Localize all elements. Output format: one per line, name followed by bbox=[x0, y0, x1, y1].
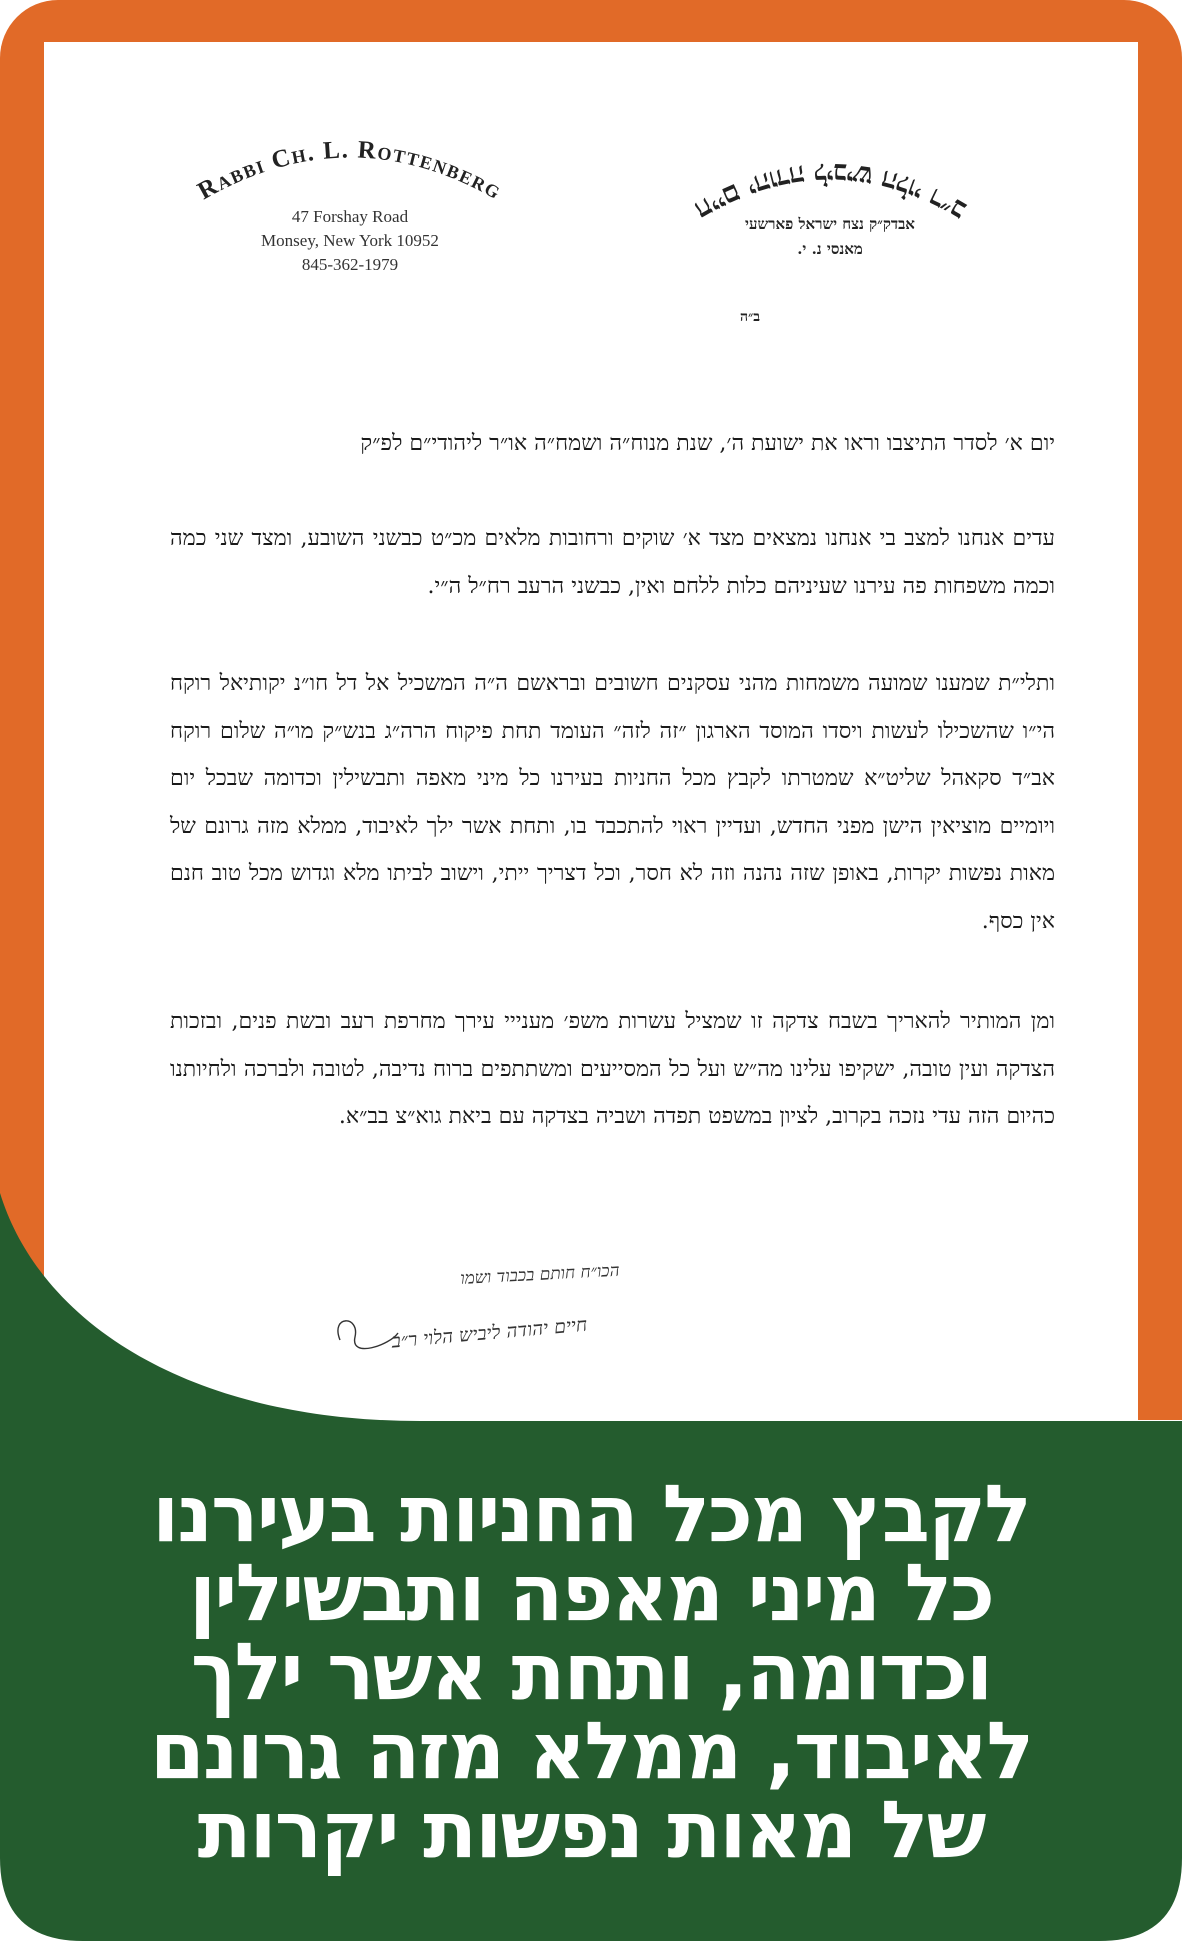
headline-line-3: וכדומה, ותחת אשר ילך bbox=[190, 1626, 992, 1718]
letterhead-hebrew-title: אבדק״ק נצח ישראל פארשעי bbox=[745, 215, 915, 233]
letterhead-phone: 845-362-1979 bbox=[301, 255, 399, 274]
paragraph-2: ותלי״ת שמענו שמועה משמחות מהני עסקנים חשובים ובראשם ה״ה המשכיל אל דל חו״נ יקותיאל רוקח הי״ו שהשכילו לעשות ויסדו המוסד הארגון ״זה לזה״ העומד תחת פיקוח הרה״ג בנש״ק מו״ה שלום רוקח אב״ד סקאהל שליט״א שמטרתו לקבץ מכל החניות בעירנו כל מיני מאפה ותבשילין וכדומה שבכל יום ויומיים מוציאין הישן מפני החדש, ועדיין ראוי להתכבד בו, ותחת אשר ילך לאיבוד, ממלא מזה גרונם של מאות נפשות יקרות, באופן שזה נהנה וזה לא חסר, וכל דצריך ייתי, וישוב לביתו מלא וגדוש מכל טוב חנם אין כסף. bbox=[170, 671, 1055, 934]
paragraph-1: עדים אנחנו למצב בי אנחנו נמצאים מצד א׳ שוקים ורחובות מלאים מכ״ט כבשני השובע, ומצד שני כמה וכמה משפחות פה עירנו שעיניהם כלות ללחם ואין, כבשני הרעב רח״ל ה״י. bbox=[170, 526, 1055, 599]
letterhead-address-line2: Monsey, New York 10952 bbox=[261, 231, 439, 250]
headline-line-1: לקבץ מכל החניות בעירנו bbox=[152, 1468, 1030, 1560]
signature-line-1: הכו״ח חותם בכבוד ושמו bbox=[459, 1260, 621, 1290]
letterhead-hebrew-name: חיים יהודה ליביש הלוי ר״ב bbox=[688, 156, 972, 225]
date-line: יום א׳ לסדר התיצבו וראו את ישועת ה׳, שנת מנוח״ה ושמח״ה או״ר ליהודי״ם לפ״ק bbox=[360, 431, 1055, 456]
letterhead-english-arc bbox=[170, 125, 530, 205]
headline-line-2: כל מיני מאפה ותבשילין bbox=[188, 1547, 994, 1639]
letterhead-english-name: Rabbi Ch. L. Rottenberg bbox=[193, 136, 507, 205]
headline-line-4: לאיבוד, ממלא מזה גרונם bbox=[149, 1705, 1033, 1797]
paragraph-3: ומן המותיר להאריך בשבח צדקה זו שמציל עשרות משפ׳ מענייי עירך מחרפת רעב ובשת פנים, ובזכות הצדקה ועין טובה, ישקיפו עלינו מה״ש ועל כל המסייעים ומשתתפים ברוח נדיבה, לטובה ולברכה ולחיותנו כהיום הזה עדי נזכה בקרוב, לציון במשפט תפדה ושביה בצדקה עם ביאת גוא״צ בב״א. bbox=[170, 1009, 1055, 1129]
letterhead-bh: ב״ה bbox=[739, 309, 761, 325]
headline-line-5: של מאות נפשות יקרות bbox=[197, 1784, 985, 1876]
headline bbox=[60, 1468, 1122, 1876]
svg-text:Rabbi Ch. L. Rottenberg bbox=[193, 136, 506, 205]
letterhead-hebrew-city: מאנסי נ. י. bbox=[797, 240, 863, 258]
letterhead-hebrew-arc bbox=[650, 125, 1010, 225]
letterhead-hebrew bbox=[650, 125, 1010, 325]
letterhead-english bbox=[170, 125, 530, 285]
signature-line-2: חיים יהודה ליביש הלוי ר״ב bbox=[390, 1313, 589, 1353]
letterhead-address-line1: 47 Forshay Road bbox=[291, 207, 409, 226]
